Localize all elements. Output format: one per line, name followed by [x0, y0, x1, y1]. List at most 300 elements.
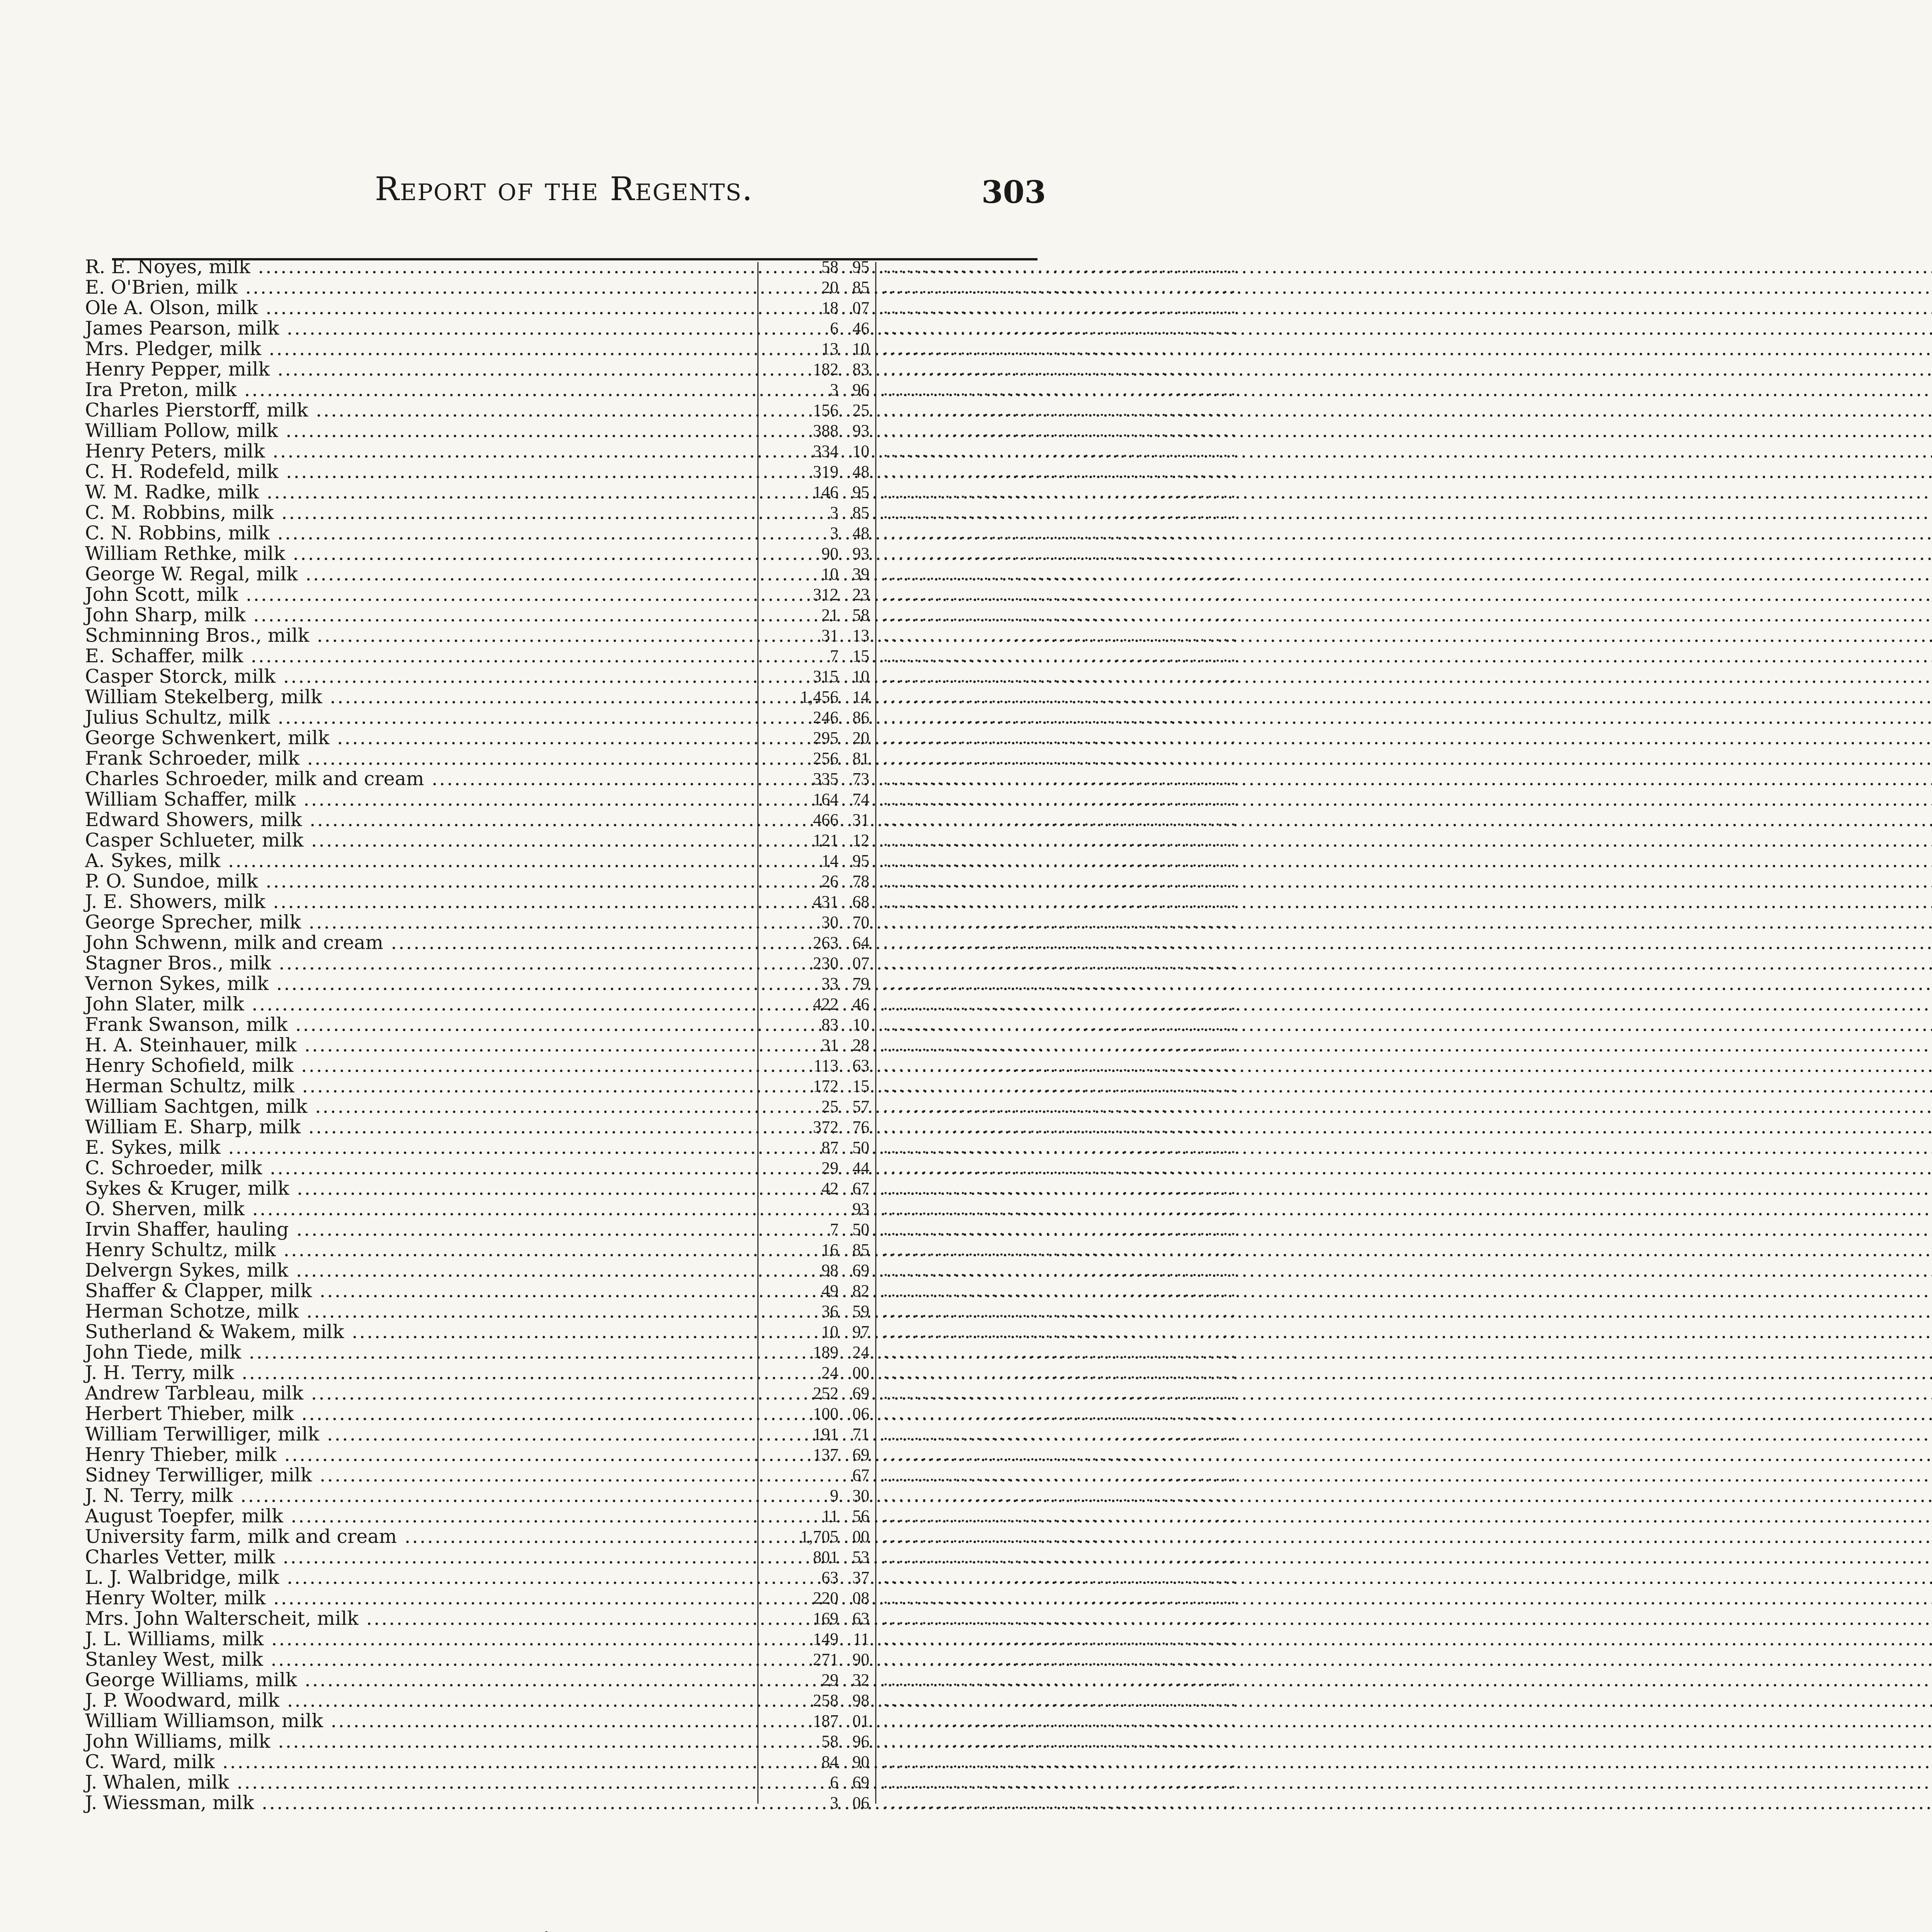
empty-column-leader: .............................................. [883, 1363, 1238, 1383]
empty-column-leader: .............................................. [883, 482, 1238, 502]
amount-cents: 63 [852, 1609, 869, 1628]
entry-amount [765, 1690, 869, 1711]
entry-amount [765, 973, 869, 994]
empty-column-leader: .............................................. [883, 1138, 1238, 1157]
ledger-table [85, 256, 1238, 1814]
entry-amount [765, 1383, 869, 1403]
entry-amount [765, 1731, 869, 1752]
empty-column-leader: .............................................. [883, 1731, 1238, 1751]
empty-column-leader: .............................................. [883, 687, 1238, 707]
ledger-row [85, 256, 1238, 278]
entry-name: Charles Pierstorff, milk ..... [85, 400, 752, 420]
amount-dollars: 172 [813, 1077, 838, 1095]
ledger-row [85, 1505, 1238, 1527]
entry-amount [765, 1199, 869, 1219]
entry-amount [765, 1629, 869, 1649]
entry-name: William Williamson, milk ..... [85, 1711, 752, 1731]
entry-amount [765, 1403, 869, 1424]
entry-name: William E. Sharp, milk ..... [85, 1117, 752, 1137]
amount-cents: 50 [852, 1220, 869, 1239]
entry-name: A. Sykes, milk ..... [85, 850, 752, 871]
ledger-row [85, 481, 1238, 503]
empty-column-leader: .............................................. [883, 564, 1238, 584]
entry-amount [765, 1137, 869, 1158]
amount-cents: 32 [852, 1670, 869, 1689]
entry-amount [765, 1526, 869, 1547]
amount-dollars: 24 [821, 1363, 838, 1382]
entry-name: Frank Swanson, milk ..... [85, 1014, 752, 1035]
entry-amount [765, 666, 869, 687]
empty-column-leader: .............................................. [883, 1322, 1238, 1342]
entry-name: Schminning Bros., milk ..... [85, 625, 752, 646]
amount-dollars: 137 [813, 1445, 838, 1464]
empty-column-leader: .............................................. [883, 318, 1238, 338]
amount-dollars: 3 [830, 503, 838, 522]
amount-cents: 07 [852, 298, 869, 317]
entry-name: William Pollow, milk ..... [85, 420, 752, 441]
empty-column-leader: .............................................. [883, 277, 1238, 297]
entry-amount [765, 1711, 869, 1731]
amount-dollars: 431 [813, 892, 838, 911]
empty-column-leader: .............................................. [883, 994, 1238, 1014]
ledger-row [85, 522, 1238, 544]
entry-amount [765, 257, 869, 277]
entry-amount [765, 994, 869, 1014]
entry-amount [765, 461, 869, 482]
empty-column-leader: .............................................. [883, 1404, 1238, 1423]
entry-amount [765, 482, 869, 502]
entry-name: J. L. Williams, milk ..... [85, 1629, 752, 1649]
entry-amount [765, 1219, 869, 1240]
empty-column-leader: .............................................. [883, 1342, 1238, 1362]
ledger-row [85, 379, 1238, 401]
entry-amount [765, 277, 869, 298]
entry-amount [765, 646, 869, 666]
entry-amount [765, 912, 869, 932]
amount-dollars: 220 [813, 1588, 838, 1607]
ledger-row [85, 850, 1238, 872]
amount-cents: 01 [852, 1711, 869, 1730]
amount-cents: 39 [852, 565, 869, 583]
amount-dollars: 25 [821, 1097, 838, 1116]
ledger-row [85, 1485, 1238, 1507]
ledger-row [85, 1546, 1238, 1568]
entry-name: William Schaffer, milk ..... [85, 789, 752, 810]
entry-name: August Toepfer, milk ..... [85, 1506, 752, 1526]
entry-name: Julius Schultz, milk ..... [85, 707, 752, 728]
amount-dollars: 271 [813, 1650, 838, 1669]
empty-column-leader: .............................................. [883, 503, 1238, 522]
ledger-row [85, 1423, 1238, 1445]
amount-dollars: 246 [813, 708, 838, 727]
empty-column-leader: .............................................. [883, 359, 1238, 379]
ledger-row [85, 583, 1238, 605]
empty-column-leader: .............................................. [883, 1568, 1238, 1587]
amount-dollars: 10 [821, 565, 838, 583]
entry-name: Herbert Thieber, milk ..... [85, 1403, 752, 1424]
amount-cents: 97 [852, 1322, 869, 1341]
ledger-row [85, 1566, 1238, 1588]
entry-name: H. A. Steinhauer, milk ..... [85, 1035, 752, 1055]
entry-name: John Slater, milk ..... [85, 994, 752, 1014]
amount-cents: 59 [852, 1302, 869, 1321]
ledger-row [85, 1116, 1238, 1138]
amount-dollars: 388 [813, 421, 838, 440]
entry-name: J. Whalen, milk ..... [85, 1772, 752, 1793]
entry-name: William Sachtgen, milk ..... [85, 1096, 752, 1117]
amount-dollars: 191 [813, 1425, 838, 1444]
ledger-row [85, 604, 1238, 626]
entry-amount [765, 523, 869, 543]
amount-cents: 15 [852, 646, 869, 665]
amount-dollars: 189 [813, 1343, 838, 1362]
ledger-row [85, 1792, 1238, 1814]
ledger-row [85, 952, 1238, 974]
empty-column-leader: .............................................. [883, 1097, 1238, 1116]
entry-name: Henry Wolter, milk ..... [85, 1588, 752, 1608]
amount-dollars: 29 [821, 1158, 838, 1177]
entry-name: John Williams, milk ..... [85, 1731, 752, 1752]
ledger-row [85, 870, 1238, 892]
ledger-row [85, 1444, 1238, 1466]
entry-amount [765, 625, 869, 646]
ledger-row [85, 1280, 1238, 1302]
amount-cents: 81 [852, 749, 869, 768]
amount-dollars: 1,705 [800, 1527, 838, 1546]
entry-name: Herman Schultz, milk ..... [85, 1076, 752, 1096]
empty-column-leader: .............................................. [883, 1465, 1238, 1485]
ledger-row [85, 1669, 1238, 1691]
empty-column-leader: .............................................. [883, 626, 1238, 645]
entry-amount [765, 1588, 869, 1608]
amount-cents: 48 [852, 524, 869, 543]
amount-cents: 95 [852, 851, 869, 870]
empty-column-leader: .............................................. [883, 380, 1238, 400]
amount-cents: 06 [852, 1404, 869, 1423]
amount-dollars: 13 [821, 339, 838, 358]
entry-name: Shaffer & Clapper, milk ..... [85, 1281, 752, 1301]
amount-cents: 13 [852, 626, 869, 645]
amount-cents: 93 [852, 421, 869, 440]
ledger-row [85, 768, 1238, 790]
ledger-row [85, 727, 1238, 749]
amount-dollars: 49 [821, 1281, 838, 1300]
amount-cents: 85 [852, 503, 869, 522]
amount-cents: 37 [852, 1568, 869, 1587]
ledger-row [85, 788, 1238, 810]
entry-name: Stanley West, milk ..... [85, 1649, 752, 1670]
amount-dollars: 20 [821, 278, 838, 297]
amount-dollars: 29 [821, 1670, 838, 1689]
entry-name: C. H. Rodefeld, milk ..... [85, 461, 752, 482]
amount-dollars: 6 [830, 1773, 838, 1792]
amount-cents: 96 [852, 380, 869, 399]
amount-cents: 44 [852, 1158, 869, 1177]
amount-cents: 50 [852, 1138, 869, 1157]
page-header [0, 170, 1261, 216]
empty-column-leader: .............................................. [883, 974, 1238, 993]
empty-column-leader: .............................................. [883, 1445, 1238, 1464]
entry-amount [765, 359, 869, 379]
amount-cents: 00 [852, 1527, 869, 1546]
empty-column-leader: .............................................. [883, 1629, 1238, 1649]
ledger-row [85, 1689, 1238, 1711]
entry-amount [765, 1281, 869, 1301]
empty-column-leader: .............................................. [883, 707, 1238, 727]
empty-column-leader: .............................................. [883, 257, 1238, 277]
entry-amount [765, 1444, 869, 1465]
entry-name: J. E. Showers, milk ..... [85, 891, 752, 912]
empty-column-leader: .............................................. [883, 1527, 1238, 1546]
empty-column-leader: .............................................. [883, 1056, 1238, 1075]
amount-dollars: 169 [813, 1609, 838, 1628]
entry-amount [765, 1096, 869, 1117]
empty-column-leader: .............................................. [883, 1772, 1238, 1792]
entry-name: J. N. Terry, milk ..... [85, 1485, 752, 1506]
amount-dollars: 422 [813, 995, 838, 1014]
entry-amount [765, 605, 869, 625]
empty-column-leader: .............................................. [883, 298, 1238, 318]
entry-amount [765, 543, 869, 564]
amount-cents: 10 [852, 1015, 869, 1034]
entry-amount [765, 1076, 869, 1096]
entry-amount [765, 1055, 869, 1076]
entry-name: Henry Schofield, milk ..... [85, 1055, 752, 1076]
entry-name: Sidney Terwilliger, milk ..... [85, 1465, 752, 1485]
empty-column-leader: .............................................. [883, 1424, 1238, 1444]
amount-cents: 90 [852, 1752, 869, 1771]
empty-column-leader: .............................................. [883, 462, 1238, 481]
amount-dollars: 3 [830, 380, 838, 399]
ledger-row [85, 440, 1238, 462]
amount-dollars: 263 [813, 933, 838, 952]
empty-column-leader: .............................................. [883, 339, 1238, 359]
empty-column-leader: .............................................. [883, 871, 1238, 891]
amount-dollars: 230 [813, 954, 838, 973]
amount-cents: 46 [852, 995, 869, 1014]
ledger-row [85, 1710, 1238, 1732]
entry-amount [765, 1260, 869, 1281]
entry-name: Casper Schlueter, milk ..... [85, 830, 752, 850]
empty-column-leader: .............................................. [883, 1650, 1238, 1669]
ledger-row [85, 543, 1238, 565]
empty-column-leader: .............................................. [883, 646, 1238, 666]
entry-amount [765, 318, 869, 338]
amount-cents: 70 [852, 913, 869, 932]
entry-name: E. O'Brien, milk ..... [85, 277, 752, 298]
amount-cents: 64 [852, 933, 869, 952]
entry-name: Vernon Sykes, milk ..... [85, 973, 752, 994]
entry-name: W. M. Radke, milk ..... [85, 482, 752, 502]
amount-cents: 10 [852, 339, 869, 358]
amount-cents: 58 [852, 605, 869, 624]
amount-cents: 69 [852, 1384, 869, 1403]
amount-dollars: 33 [821, 974, 838, 993]
entry-name: Mrs. Pledger, milk ..... [85, 338, 752, 359]
empty-column-leader: .............................................. [883, 605, 1238, 625]
entry-amount [765, 1301, 869, 1321]
empty-column-leader: .............................................. [883, 1609, 1238, 1628]
amount-dollars: 16 [821, 1240, 838, 1259]
amount-cents: 69 [852, 1445, 869, 1464]
amount-cents: 56 [852, 1507, 869, 1526]
amount-dollars: 182 [813, 360, 838, 379]
amount-cents: 68 [852, 892, 869, 911]
entry-amount [765, 789, 869, 810]
amount-dollars: 100 [813, 1404, 838, 1423]
empty-column-leader: .............................................. [883, 789, 1238, 809]
amount-cents: 00 [852, 1363, 869, 1382]
entry-name: P. O. Sundoe, milk ..... [85, 871, 752, 891]
empty-column-leader: .............................................. [883, 441, 1238, 461]
entry-amount [765, 1035, 869, 1055]
entry-name: C. Ward, milk ..... [85, 1752, 752, 1772]
entry-amount [765, 748, 869, 769]
entry-amount [765, 1793, 869, 1813]
amount-cents: 93 [852, 1199, 869, 1218]
amount-cents: 15 [852, 1077, 869, 1095]
ledger-row [85, 1403, 1238, 1425]
ledger-row [85, 276, 1238, 298]
empty-column-leader: .............................................. [883, 1035, 1238, 1055]
ledger-row [85, 1034, 1238, 1056]
entry-name: Henry Schultz, milk ..... [85, 1240, 752, 1260]
empty-column-leader: .............................................. [883, 523, 1238, 543]
entry-name: John Schwenn, milk and cream ..... [85, 932, 752, 953]
entry-amount [765, 1772, 869, 1793]
amount-cents: 78 [852, 872, 869, 891]
amount-cents: 67 [852, 1466, 869, 1485]
entry-name: James Pearson, milk ..... [85, 318, 752, 338]
empty-column-leader: .............................................. [883, 830, 1238, 850]
entry-name: Charles Schroeder, milk and cream ..... [85, 769, 752, 789]
empty-column-leader: .............................................. [883, 769, 1238, 789]
entry-name: Henry Peters, milk ..... [85, 441, 752, 461]
ledger-row [85, 317, 1238, 339]
entry-name: Henry Thieber, milk ..... [85, 1444, 752, 1465]
entry-amount [765, 441, 869, 461]
ledger-row [85, 809, 1238, 831]
entry-amount [765, 1342, 869, 1362]
entry-name: Sutherland & Wakem, milk ..... [85, 1321, 752, 1342]
amount-dollars: 187 [813, 1711, 838, 1730]
ledger-row [85, 1771, 1238, 1793]
entry-name: R. E. Noyes, milk ..... [85, 257, 752, 277]
amount-cents: 93 [852, 544, 869, 563]
ledger-row [85, 1239, 1238, 1261]
entry-amount [765, 1465, 869, 1485]
empty-column-leader: .............................................. [883, 1076, 1238, 1096]
amount-cents: 69 [852, 1261, 869, 1280]
entry-name: Edward Showers, milk ..... [85, 810, 752, 830]
empty-column-leader: .............................................. [883, 933, 1238, 952]
amount-cents: 53 [852, 1548, 869, 1566]
ledger-row [85, 1382, 1238, 1404]
empty-column-leader: .............................................. [883, 892, 1238, 912]
empty-column-leader: .............................................. [883, 1281, 1238, 1301]
ledger-row [85, 665, 1238, 687]
entry-name: George Schwenkert, milk ..... [85, 728, 752, 748]
ledger-row [85, 1730, 1238, 1752]
ledger-row [85, 1218, 1238, 1240]
ledger-row [85, 932, 1238, 954]
ledger-row [85, 1751, 1238, 1773]
entry-name: Ira Preton, milk ..... [85, 379, 752, 400]
amount-cents: 82 [852, 1281, 869, 1300]
ledger-row [85, 829, 1238, 851]
entry-name: Frank Schroeder, milk ..... [85, 748, 752, 769]
ledger-row [85, 973, 1238, 995]
entry-name: E. Sykes, milk ..... [85, 1137, 752, 1158]
amount-dollars: 14 [821, 851, 838, 870]
amount-cents: 25 [852, 401, 869, 420]
entry-amount [765, 810, 869, 830]
amount-dollars: 58 [821, 257, 838, 276]
entry-name: L. J. Walbridge, milk ..... [85, 1567, 752, 1588]
entry-amount [765, 298, 869, 318]
entry-amount [765, 953, 869, 973]
empty-column-leader: .............................................. [883, 810, 1238, 830]
amount-cents: 71 [852, 1425, 869, 1444]
ledger-row [85, 1362, 1238, 1384]
amount-cents: 79 [852, 974, 869, 993]
ledger-row [85, 645, 1238, 667]
amount-dollars: 149 [813, 1629, 838, 1648]
empty-column-leader: .............................................. [883, 667, 1238, 686]
entry-name: Casper Storck, milk ..... [85, 666, 752, 687]
amount-cents: 06 [852, 1793, 869, 1812]
empty-column-leader: .............................................. [883, 851, 1238, 871]
ledger-row [85, 993, 1238, 1015]
entry-name: C. Schroeder, milk ..... [85, 1158, 752, 1178]
entry-amount [765, 1362, 869, 1383]
entry-amount [765, 1485, 869, 1506]
amount-cents: 85 [852, 278, 869, 297]
entry-name: Delvergn Sykes, milk ..... [85, 1260, 752, 1281]
running-title: Report of the Regents. [375, 170, 753, 208]
entry-amount [765, 1567, 869, 1588]
entry-name: E. Schaffer, milk ..... [85, 646, 752, 666]
amount-dollars: 1,456 [800, 687, 838, 706]
empty-column-leader: .............................................. [883, 912, 1238, 932]
entry-name: J. H. Terry, milk ..... [85, 1362, 752, 1383]
entry-amount [765, 1321, 869, 1342]
ledger-row [85, 1177, 1238, 1199]
entry-amount [765, 1649, 869, 1670]
entry-name: J. P. Woodward, milk ..... [85, 1690, 752, 1711]
ledger-row [85, 1607, 1238, 1629]
entry-amount [765, 830, 869, 850]
amount-cents: 69 [852, 1773, 869, 1792]
empty-column-leader: .............................................. [883, 953, 1238, 973]
empty-column-leader: .............................................. [883, 1240, 1238, 1260]
empty-column-leader: .............................................. [883, 1711, 1238, 1731]
amount-dollars: 42 [821, 1179, 838, 1198]
amount-cents: 90 [852, 1650, 869, 1669]
page-number: 303 [981, 174, 1046, 210]
empty-column-leader: .............................................. [883, 1383, 1238, 1403]
ledger-row [85, 358, 1238, 380]
amount-dollars: 31 [821, 626, 838, 645]
amount-cents: 98 [852, 1691, 869, 1710]
amount-dollars: 10 [821, 1322, 838, 1341]
amount-dollars: 295 [813, 728, 838, 747]
amount-dollars: 312 [813, 585, 838, 604]
entry-name: Charles Vetter, milk ..... [85, 1547, 752, 1567]
empty-column-leader: .............................................. [883, 544, 1238, 563]
ledger-row [85, 1157, 1238, 1179]
empty-column-leader: .............................................. [883, 1199, 1238, 1219]
